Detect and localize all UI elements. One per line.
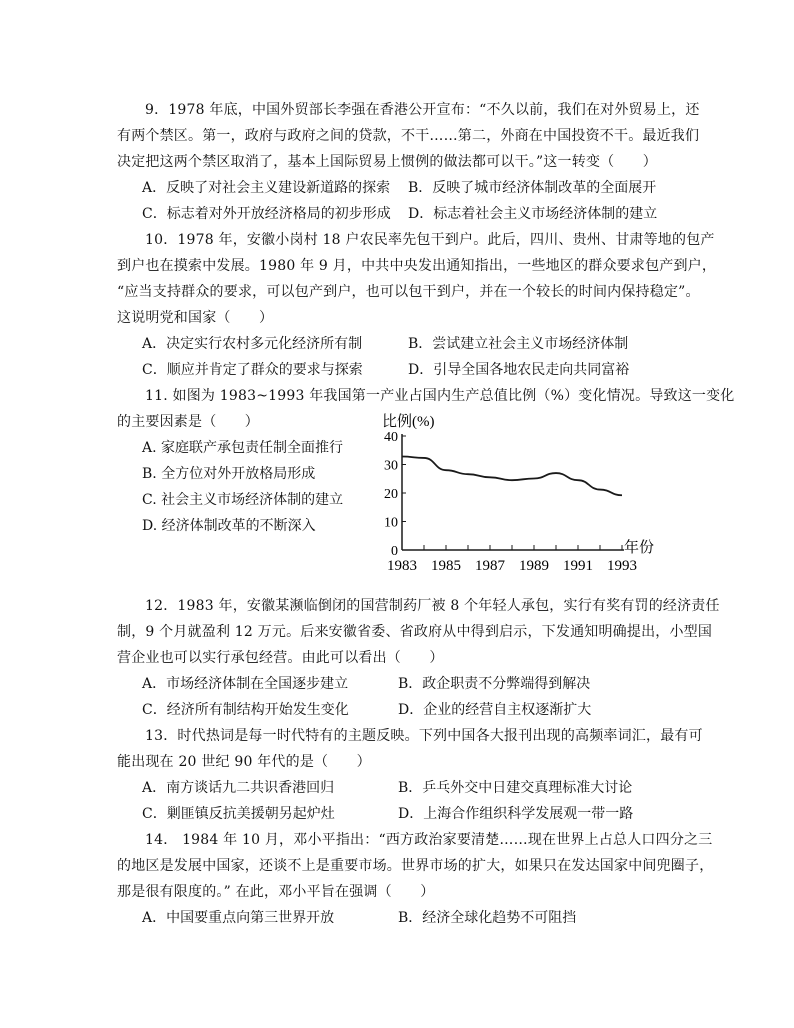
chart-x-axis-title: 年份: [624, 540, 655, 556]
chart-series-line: [402, 457, 622, 496]
q14-stem-line-3: 那是很有限度的。” 在此，邓小平旨在强调（ ）: [117, 884, 435, 900]
q13-option-a[interactable]: A．南方谈话九二共识香港回归: [142, 780, 335, 796]
chart-y-axis-title: 比例(%): [382, 414, 435, 430]
q12-option-c[interactable]: C．经济所有制结构开始发生变化: [142, 702, 349, 718]
chart-y-tick-label: 10: [384, 515, 398, 531]
q10-option-a[interactable]: A．决定实行农村多元化经济所有制: [142, 336, 363, 352]
q13-option-c[interactable]: C．剿匪镇反抗美援朝另起炉灶: [142, 806, 335, 822]
q9-option-a[interactable]: A．反映了对社会主义建设新道路的探索: [142, 180, 391, 196]
q13-option-b[interactable]: B．乒乓外交中日建交真理标准大讨论: [398, 780, 633, 796]
q9-stem-line-2: 有两个禁区。第一，政府与政府之间的贷款，不干……第二，外商在中国投资不干。最近我们: [117, 128, 700, 144]
q12-option-d[interactable]: D．企业的经营自主权逐渐扩大: [398, 702, 592, 718]
q10-stem-line-3: “应当支持群众的要求，可以包产到户，也可以包干到户，并在一个较长的时间内保持稳定”。: [117, 284, 700, 300]
chart-x-tick-label: 1993: [607, 558, 637, 574]
q9-option-c[interactable]: C．标志着对外开放经济格局的初步形成: [142, 206, 391, 222]
q9-option-d[interactable]: D．标志着社会主义市场经济体制的建立: [408, 206, 658, 222]
chart-y-tick-label: 30: [384, 458, 398, 474]
q12-option-a[interactable]: A．市场经济体制在全国逐步建立: [142, 676, 349, 692]
q14-option-a[interactable]: A．中国要重点向第三世界开放: [142, 910, 335, 926]
q12-stem-line-3: 营企业也可以实行承包经营。由此可以看出（ ）: [117, 650, 444, 666]
chart-y-tick-label: 20: [384, 487, 398, 502]
q9-option-b[interactable]: B．反映了城市经济体制改革的全面展开: [408, 180, 657, 196]
q14-option-b[interactable]: B．经济全球化趋势不可阻挡: [398, 910, 577, 926]
q11-option-d[interactable]: D. 经济体制改革的不断深入: [142, 518, 316, 534]
q12-option-b[interactable]: B．政企职责不分弊端得到解决: [398, 676, 591, 692]
q13-option-d[interactable]: D．上海合作组织科学发展观一带一路: [398, 806, 634, 822]
chart-y-tick-label: 40: [384, 430, 398, 445]
q10-stem-line-1: 10．1978 年，安徽小岗村 18 户农民率先包干到户。此后，四川、贵州、甘肃等地的包产: [145, 232, 715, 248]
chart-x-tick-label: 1983: [387, 558, 417, 574]
q10-option-c[interactable]: C．顺应并肯定了群众的要求与探索: [142, 362, 363, 378]
q11-option-a[interactable]: A. 家庭联产承包责任制全面推行: [142, 440, 344, 456]
q11-stem-line-2: 的主要因素是（ ）: [117, 414, 259, 430]
q11-stem-line-1: 11. 如图为 1983~1993 年我国第一产业占国内生产总值比例（%）变化情况。导致这一变化: [145, 388, 735, 404]
chart-y-tick-label: 0: [391, 544, 398, 559]
q13-stem-line-2: 能出现在 20 世纪 90 年代的是（ ）: [117, 754, 371, 770]
chart-x-tick-label: 1987: [475, 558, 505, 574]
chart-x-tick-label: 1989: [519, 558, 549, 574]
q14-stem-line-1: 14． 1984 年 10 月，邓小平指出：“西方政治家要清楚……现在世界上占总人口四分之三: [145, 832, 713, 848]
q9-stem-line-1: 9．1978 年底，中国外贸部长李强在香港公开宣布：“不久以前，我们在对外贸易上，还: [145, 102, 700, 118]
q10-stem-line-2: 到户也在摸索中发展。1980 年 9 月，中共中央发出通知指出，一些地区的群众要求包产到户，: [117, 258, 717, 274]
primary-industry-gdp-share-chart: [372, 404, 672, 584]
q12-stem-line-2: 制，9 个月就盈利 12 万元。后来安徽省委、省政府从中得到启示，下发通知明确提出，小型国: [117, 624, 713, 640]
chart-x-tick-label: 1985: [431, 558, 461, 574]
q10-stem-line-4: 这说明党和国家（ ）: [117, 310, 274, 326]
q14-stem-line-2: 的地区是发展中国家，还谈不上是重要市场。世界市场的扩大，如果只在发达国家中间兜圈子，: [117, 858, 714, 874]
q10-option-d[interactable]: D．引导全国各地农民走向共同富裕: [408, 362, 630, 378]
q13-stem-line-1: 13．时代热词是每一时代特有的主题反映。下列中国各大报刊出现的高频率词汇，最有可: [145, 728, 703, 744]
chart-x-tick-label: 1991: [563, 558, 593, 574]
q10-option-b[interactable]: B．尝试建立社会主义市场经济体制: [408, 336, 629, 352]
q11-option-b[interactable]: B. 全方位对外开放格局形成: [142, 466, 316, 482]
q9-stem-line-3: 决定把这两个禁区取消了，基本上国际贸易上惯例的做法都可以干。”这一转变（ ）: [117, 154, 657, 170]
q12-stem-line-1: 12．1983 年，安徽某濒临倒闭的国营制药厂被 8 个年轻人承包，实行有奖有罚的经济责任: [145, 598, 720, 614]
q11-option-c[interactable]: C. 社会主义市场经济体制的建立: [142, 492, 344, 508]
